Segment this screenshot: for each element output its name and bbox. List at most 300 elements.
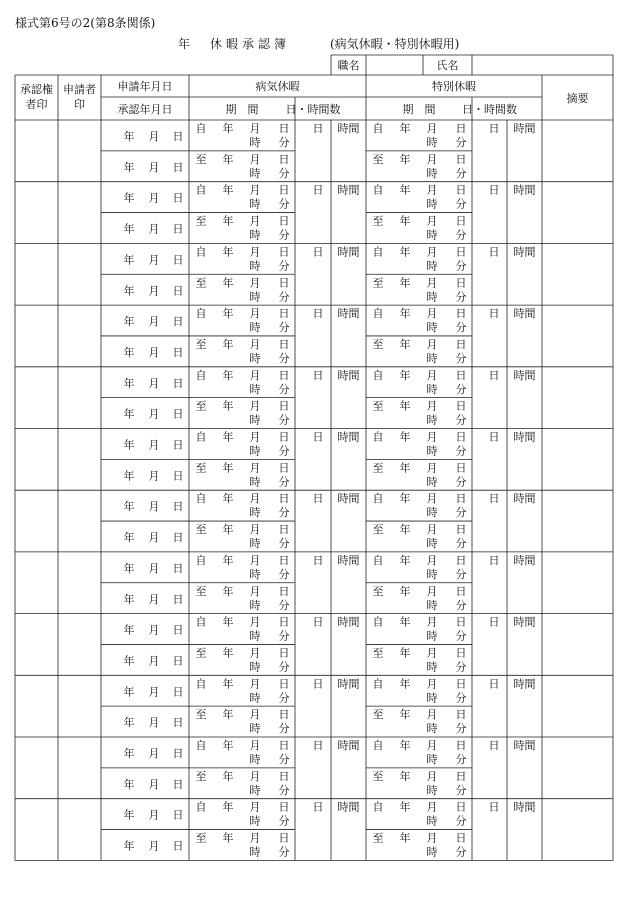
period-prefix: 自 <box>372 492 384 506</box>
period-hour: 時 <box>426 475 438 489</box>
period-prefix: 自 <box>372 122 384 135</box>
period-year: 年 <box>222 523 234 537</box>
period-prefix: 至 <box>195 337 207 351</box>
period-year: 年 <box>399 276 411 290</box>
sick-day-unit: 日 <box>312 183 324 197</box>
period-hour: 時 <box>249 629 261 643</box>
applicant-seal-header: 印 <box>74 98 85 111</box>
sick-hour-unit: 時間 <box>337 183 360 197</box>
period-prefix: 自 <box>195 183 207 197</box>
period-prefix: 至 <box>372 523 384 537</box>
period-minute: 分 <box>455 660 467 674</box>
title-year: 年 <box>178 37 191 51</box>
period-prefix: 至 <box>195 523 207 537</box>
date-month: 月 <box>148 839 160 853</box>
period-month: 月 <box>249 245 261 259</box>
period-minute: 分 <box>455 506 467 520</box>
period-year: 年 <box>222 214 234 228</box>
period-year: 年 <box>222 800 234 814</box>
period-day: 日 <box>278 584 290 598</box>
period-prefix: 至 <box>195 831 207 845</box>
period-year: 年 <box>222 769 234 783</box>
period-day: 日 <box>455 276 467 290</box>
period-month: 月 <box>249 276 261 290</box>
special-day-unit: 日 <box>488 183 500 197</box>
period-prefix: 至 <box>372 337 384 351</box>
period-prefix: 至 <box>372 708 384 722</box>
period-hour: 時 <box>426 845 438 859</box>
period-day: 日 <box>278 461 290 475</box>
period-month: 月 <box>426 152 438 166</box>
date-year: 年 <box>123 222 135 236</box>
period-prefix: 自 <box>195 245 207 259</box>
date-month: 月 <box>148 716 160 730</box>
date-month: 月 <box>148 469 160 483</box>
period-year: 年 <box>222 122 234 135</box>
period-year: 年 <box>222 245 234 259</box>
date-year: 年 <box>123 500 135 514</box>
date-day: 日 <box>172 747 184 760</box>
date-year: 年 <box>123 284 135 298</box>
period-month: 月 <box>426 584 438 598</box>
special-day-unit: 日 <box>488 307 500 321</box>
date-month: 月 <box>148 284 160 298</box>
date-day: 日 <box>172 808 184 822</box>
period-minute: 分 <box>455 136 467 149</box>
period-hour: 時 <box>426 753 438 766</box>
period-minute: 分 <box>278 506 290 520</box>
special-day-unit: 日 <box>488 615 500 629</box>
period-minute: 分 <box>278 753 290 766</box>
period-year: 年 <box>222 461 234 475</box>
period-day: 日 <box>278 430 290 444</box>
period-hour: 時 <box>249 382 261 396</box>
period-hour: 時 <box>426 722 438 736</box>
period-minute: 分 <box>455 598 467 612</box>
date-year: 年 <box>123 561 135 575</box>
period-year: 年 <box>399 183 411 197</box>
period-hour: 時 <box>426 506 438 520</box>
form-number: 様式第6号の2(第8条関係) <box>15 16 156 30</box>
date-month: 月 <box>148 438 160 452</box>
sick-period-header: 期 間 <box>225 103 259 116</box>
period-month: 月 <box>426 399 438 413</box>
period-minute: 分 <box>278 444 290 458</box>
date-month: 月 <box>148 654 160 668</box>
period-year: 年 <box>399 646 411 660</box>
date-day: 日 <box>172 469 184 483</box>
date-day: 日 <box>172 654 184 668</box>
period-minute: 分 <box>455 290 467 304</box>
period-minute: 分 <box>278 290 290 304</box>
period-day: 日 <box>455 584 467 598</box>
period-year: 年 <box>222 183 234 197</box>
date-month: 月 <box>148 222 160 236</box>
special-hour-unit: 時間 <box>513 122 536 135</box>
period-day: 日 <box>455 183 467 197</box>
period-year: 年 <box>399 337 411 351</box>
period-hour: 時 <box>249 290 261 304</box>
date-month: 月 <box>148 685 160 699</box>
period-month: 月 <box>426 183 438 197</box>
period-day: 日 <box>455 307 467 321</box>
period-prefix: 至 <box>195 399 207 413</box>
sick-leave-header: 病気休暇 <box>255 80 300 93</box>
date-year: 年 <box>123 345 135 359</box>
period-month: 月 <box>426 831 438 845</box>
period-month: 月 <box>249 430 261 444</box>
special-hour-unit: 時間 <box>513 492 536 506</box>
date-year: 年 <box>123 623 135 637</box>
period-day: 日 <box>278 214 290 228</box>
period-prefix: 自 <box>372 430 384 444</box>
period-prefix: 自 <box>372 307 384 321</box>
special-days-hours-header: 日・時間数 <box>462 103 517 116</box>
special-day-unit: 日 <box>488 739 500 752</box>
period-day: 日 <box>455 739 467 752</box>
period-prefix: 自 <box>372 368 384 382</box>
period-year: 年 <box>399 708 411 722</box>
period-prefix: 至 <box>195 708 207 722</box>
date-month: 月 <box>148 315 160 329</box>
period-day: 日 <box>278 399 290 413</box>
period-year: 年 <box>222 646 234 660</box>
sick-day-unit: 日 <box>312 122 324 135</box>
period-prefix: 自 <box>195 492 207 506</box>
sick-hour-unit: 時間 <box>337 615 360 629</box>
period-month: 月 <box>426 523 438 537</box>
period-month: 月 <box>249 492 261 506</box>
period-day: 日 <box>455 615 467 629</box>
period-month: 月 <box>426 368 438 382</box>
period-day: 日 <box>455 122 467 135</box>
period-hour: 時 <box>426 166 438 180</box>
period-hour: 時 <box>249 537 261 551</box>
period-hour: 時 <box>426 290 438 304</box>
period-month: 月 <box>426 800 438 814</box>
period-day: 日 <box>278 831 290 845</box>
period-year: 年 <box>222 831 234 845</box>
period-day: 日 <box>278 739 290 752</box>
period-year: 年 <box>399 152 411 166</box>
date-year: 年 <box>123 531 135 545</box>
applicant-seal-header: 申請者 <box>63 83 96 96</box>
period-month: 月 <box>249 553 261 567</box>
period-prefix: 自 <box>372 615 384 629</box>
date-day: 日 <box>172 376 184 390</box>
period-minute: 分 <box>278 814 290 828</box>
period-month: 月 <box>426 430 438 444</box>
date-day: 日 <box>172 777 184 791</box>
period-hour: 時 <box>426 351 438 365</box>
sick-hour-unit: 時間 <box>337 677 360 691</box>
period-hour: 時 <box>249 259 261 273</box>
date-month: 月 <box>148 160 160 174</box>
period-minute: 分 <box>455 845 467 859</box>
period-minute: 分 <box>455 197 467 211</box>
period-minute: 分 <box>455 567 467 581</box>
period-month: 月 <box>426 553 438 567</box>
period-year: 年 <box>222 492 234 506</box>
period-day: 日 <box>455 708 467 722</box>
period-year: 年 <box>399 307 411 321</box>
period-minute: 分 <box>278 598 290 612</box>
period-minute: 分 <box>278 629 290 643</box>
special-day-unit: 日 <box>488 122 500 135</box>
period-hour: 時 <box>249 753 261 766</box>
special-hour-unit: 時間 <box>513 739 536 752</box>
period-day: 日 <box>278 800 290 814</box>
special-hour-unit: 時間 <box>513 307 536 321</box>
period-prefix: 自 <box>372 739 384 752</box>
special-day-unit: 日 <box>488 800 500 814</box>
period-minute: 分 <box>455 783 467 797</box>
period-month: 月 <box>249 708 261 722</box>
date-month: 月 <box>148 592 160 606</box>
period-hour: 時 <box>249 783 261 797</box>
period-day: 日 <box>278 122 290 135</box>
date-day: 日 <box>172 222 184 236</box>
period-minute: 分 <box>455 228 467 242</box>
period-prefix: 自 <box>372 245 384 259</box>
sick-day-unit: 日 <box>312 677 324 691</box>
sick-day-unit: 日 <box>312 245 324 259</box>
date-year: 年 <box>123 191 135 205</box>
period-day: 日 <box>278 152 290 166</box>
period-minute: 分 <box>278 166 290 180</box>
period-hour: 時 <box>426 660 438 674</box>
date-month: 月 <box>148 345 160 359</box>
date-month: 月 <box>148 561 160 575</box>
date-day: 日 <box>172 685 184 699</box>
period-year: 年 <box>222 584 234 598</box>
period-minute: 分 <box>278 567 290 581</box>
period-year: 年 <box>399 399 411 413</box>
period-minute: 分 <box>278 691 290 705</box>
remarks-header: 摘要 <box>566 92 589 105</box>
special-hour-unit: 時間 <box>513 677 536 691</box>
date-month: 月 <box>148 407 160 421</box>
period-year: 年 <box>222 739 234 752</box>
date-day: 日 <box>172 531 184 545</box>
name-label: 氏名 <box>436 59 459 72</box>
period-hour: 時 <box>249 351 261 365</box>
period-minute: 分 <box>278 845 290 859</box>
period-month: 月 <box>426 677 438 691</box>
period-year: 年 <box>399 584 411 598</box>
period-month: 月 <box>249 831 261 845</box>
period-month: 月 <box>426 739 438 752</box>
period-prefix: 自 <box>195 677 207 691</box>
sick-hour-unit: 時間 <box>337 553 360 567</box>
period-prefix: 至 <box>372 831 384 845</box>
period-minute: 分 <box>278 351 290 365</box>
date-day: 日 <box>172 839 184 853</box>
period-month: 月 <box>249 769 261 783</box>
sick-hour-unit: 時間 <box>337 492 360 506</box>
date-month: 月 <box>148 623 160 637</box>
special-day-unit: 日 <box>488 492 500 506</box>
sick-hour-unit: 時間 <box>337 800 360 814</box>
period-day: 日 <box>278 769 290 783</box>
date-month: 月 <box>148 253 160 267</box>
period-day: 日 <box>455 430 467 444</box>
period-day: 日 <box>278 615 290 629</box>
date-day: 日 <box>172 716 184 730</box>
date-year: 年 <box>123 438 135 452</box>
period-day: 日 <box>278 245 290 259</box>
special-hour-unit: 時間 <box>513 430 536 444</box>
period-minute: 分 <box>455 691 467 705</box>
period-year: 年 <box>222 553 234 567</box>
period-prefix: 至 <box>372 461 384 475</box>
period-hour: 時 <box>249 475 261 489</box>
period-month: 月 <box>249 122 261 135</box>
period-year: 年 <box>399 769 411 783</box>
period-minute: 分 <box>278 197 290 211</box>
date-year: 年 <box>123 469 135 483</box>
date-year: 年 <box>123 592 135 606</box>
period-minute: 分 <box>455 475 467 489</box>
sick-hour-unit: 時間 <box>337 307 360 321</box>
period-year: 年 <box>222 430 234 444</box>
period-minute: 分 <box>278 136 290 149</box>
period-minute: 分 <box>278 321 290 335</box>
period-hour: 時 <box>249 166 261 180</box>
date-month: 月 <box>148 777 160 791</box>
period-minute: 分 <box>278 228 290 242</box>
sick-day-unit: 日 <box>312 307 324 321</box>
period-month: 月 <box>249 800 261 814</box>
period-minute: 分 <box>455 382 467 396</box>
period-minute: 分 <box>455 814 467 828</box>
period-hour: 時 <box>426 783 438 797</box>
period-minute: 分 <box>455 629 467 643</box>
period-year: 年 <box>399 523 411 537</box>
date-year: 年 <box>123 747 135 760</box>
special-hour-unit: 時間 <box>513 183 536 197</box>
period-year: 年 <box>222 337 234 351</box>
period-month: 月 <box>249 183 261 197</box>
date-day: 日 <box>172 345 184 359</box>
period-prefix: 自 <box>195 553 207 567</box>
special-day-unit: 日 <box>488 245 500 259</box>
period-prefix: 至 <box>372 646 384 660</box>
period-day: 日 <box>455 831 467 845</box>
period-prefix: 自 <box>195 122 207 135</box>
period-minute: 分 <box>278 660 290 674</box>
date-month: 月 <box>148 130 160 143</box>
period-minute: 分 <box>455 321 467 335</box>
period-year: 年 <box>222 368 234 382</box>
period-day: 日 <box>278 708 290 722</box>
period-hour: 時 <box>249 444 261 458</box>
date-year: 年 <box>123 253 135 267</box>
sick-day-unit: 日 <box>312 553 324 567</box>
period-hour: 時 <box>249 722 261 736</box>
date-year: 年 <box>123 777 135 791</box>
period-month: 月 <box>249 523 261 537</box>
period-prefix: 至 <box>195 276 207 290</box>
period-month: 月 <box>249 739 261 752</box>
period-year: 年 <box>222 276 234 290</box>
date-day: 日 <box>172 315 184 329</box>
period-day: 日 <box>278 553 290 567</box>
period-hour: 時 <box>426 197 438 211</box>
title-subtitle: (病気休暇・特別休暇用) <box>330 37 460 51</box>
period-minute: 分 <box>455 444 467 458</box>
special-day-unit: 日 <box>488 430 500 444</box>
period-day: 日 <box>455 214 467 228</box>
date-month: 月 <box>148 531 160 545</box>
period-year: 年 <box>399 214 411 228</box>
period-prefix: 至 <box>195 584 207 598</box>
period-day: 日 <box>455 769 467 783</box>
date-year: 年 <box>123 654 135 668</box>
date-day: 日 <box>172 561 184 575</box>
period-year: 年 <box>399 677 411 691</box>
date-month: 月 <box>148 747 160 760</box>
period-hour: 時 <box>426 629 438 643</box>
date-month: 月 <box>148 191 160 205</box>
period-prefix: 至 <box>195 461 207 475</box>
date-day: 日 <box>172 592 184 606</box>
sick-hour-unit: 時間 <box>337 245 360 259</box>
period-month: 月 <box>426 461 438 475</box>
period-prefix: 自 <box>195 307 207 321</box>
date-month: 月 <box>148 500 160 514</box>
period-year: 年 <box>222 708 234 722</box>
period-day: 日 <box>455 646 467 660</box>
period-year: 年 <box>399 461 411 475</box>
period-hour: 時 <box>426 567 438 581</box>
period-year: 年 <box>399 492 411 506</box>
special-day-unit: 日 <box>488 677 500 691</box>
special-day-unit: 日 <box>488 368 500 382</box>
period-day: 日 <box>278 337 290 351</box>
period-hour: 時 <box>249 598 261 612</box>
period-hour: 時 <box>249 136 261 149</box>
period-prefix: 至 <box>372 584 384 598</box>
sick-day-unit: 日 <box>312 430 324 444</box>
period-prefix: 至 <box>195 646 207 660</box>
period-prefix: 至 <box>372 399 384 413</box>
date-year: 年 <box>123 160 135 174</box>
special-hour-unit: 時間 <box>513 800 536 814</box>
period-day: 日 <box>455 553 467 567</box>
period-month: 月 <box>426 708 438 722</box>
period-month: 月 <box>249 399 261 413</box>
period-prefix: 至 <box>372 769 384 783</box>
period-year: 年 <box>222 307 234 321</box>
sick-day-unit: 日 <box>312 739 324 752</box>
period-minute: 分 <box>278 475 290 489</box>
period-month: 月 <box>249 461 261 475</box>
date-year: 年 <box>123 685 135 699</box>
title-main: 休暇承認簿 <box>210 37 291 51</box>
period-minute: 分 <box>455 413 467 427</box>
period-month: 月 <box>249 646 261 660</box>
period-day: 日 <box>278 276 290 290</box>
period-year: 年 <box>399 430 411 444</box>
period-day: 日 <box>455 368 467 382</box>
period-hour: 時 <box>426 444 438 458</box>
special-day-unit: 日 <box>488 553 500 567</box>
special-hour-unit: 時間 <box>513 553 536 567</box>
period-prefix: 至 <box>372 276 384 290</box>
sick-day-unit: 日 <box>312 615 324 629</box>
period-day: 日 <box>455 677 467 691</box>
